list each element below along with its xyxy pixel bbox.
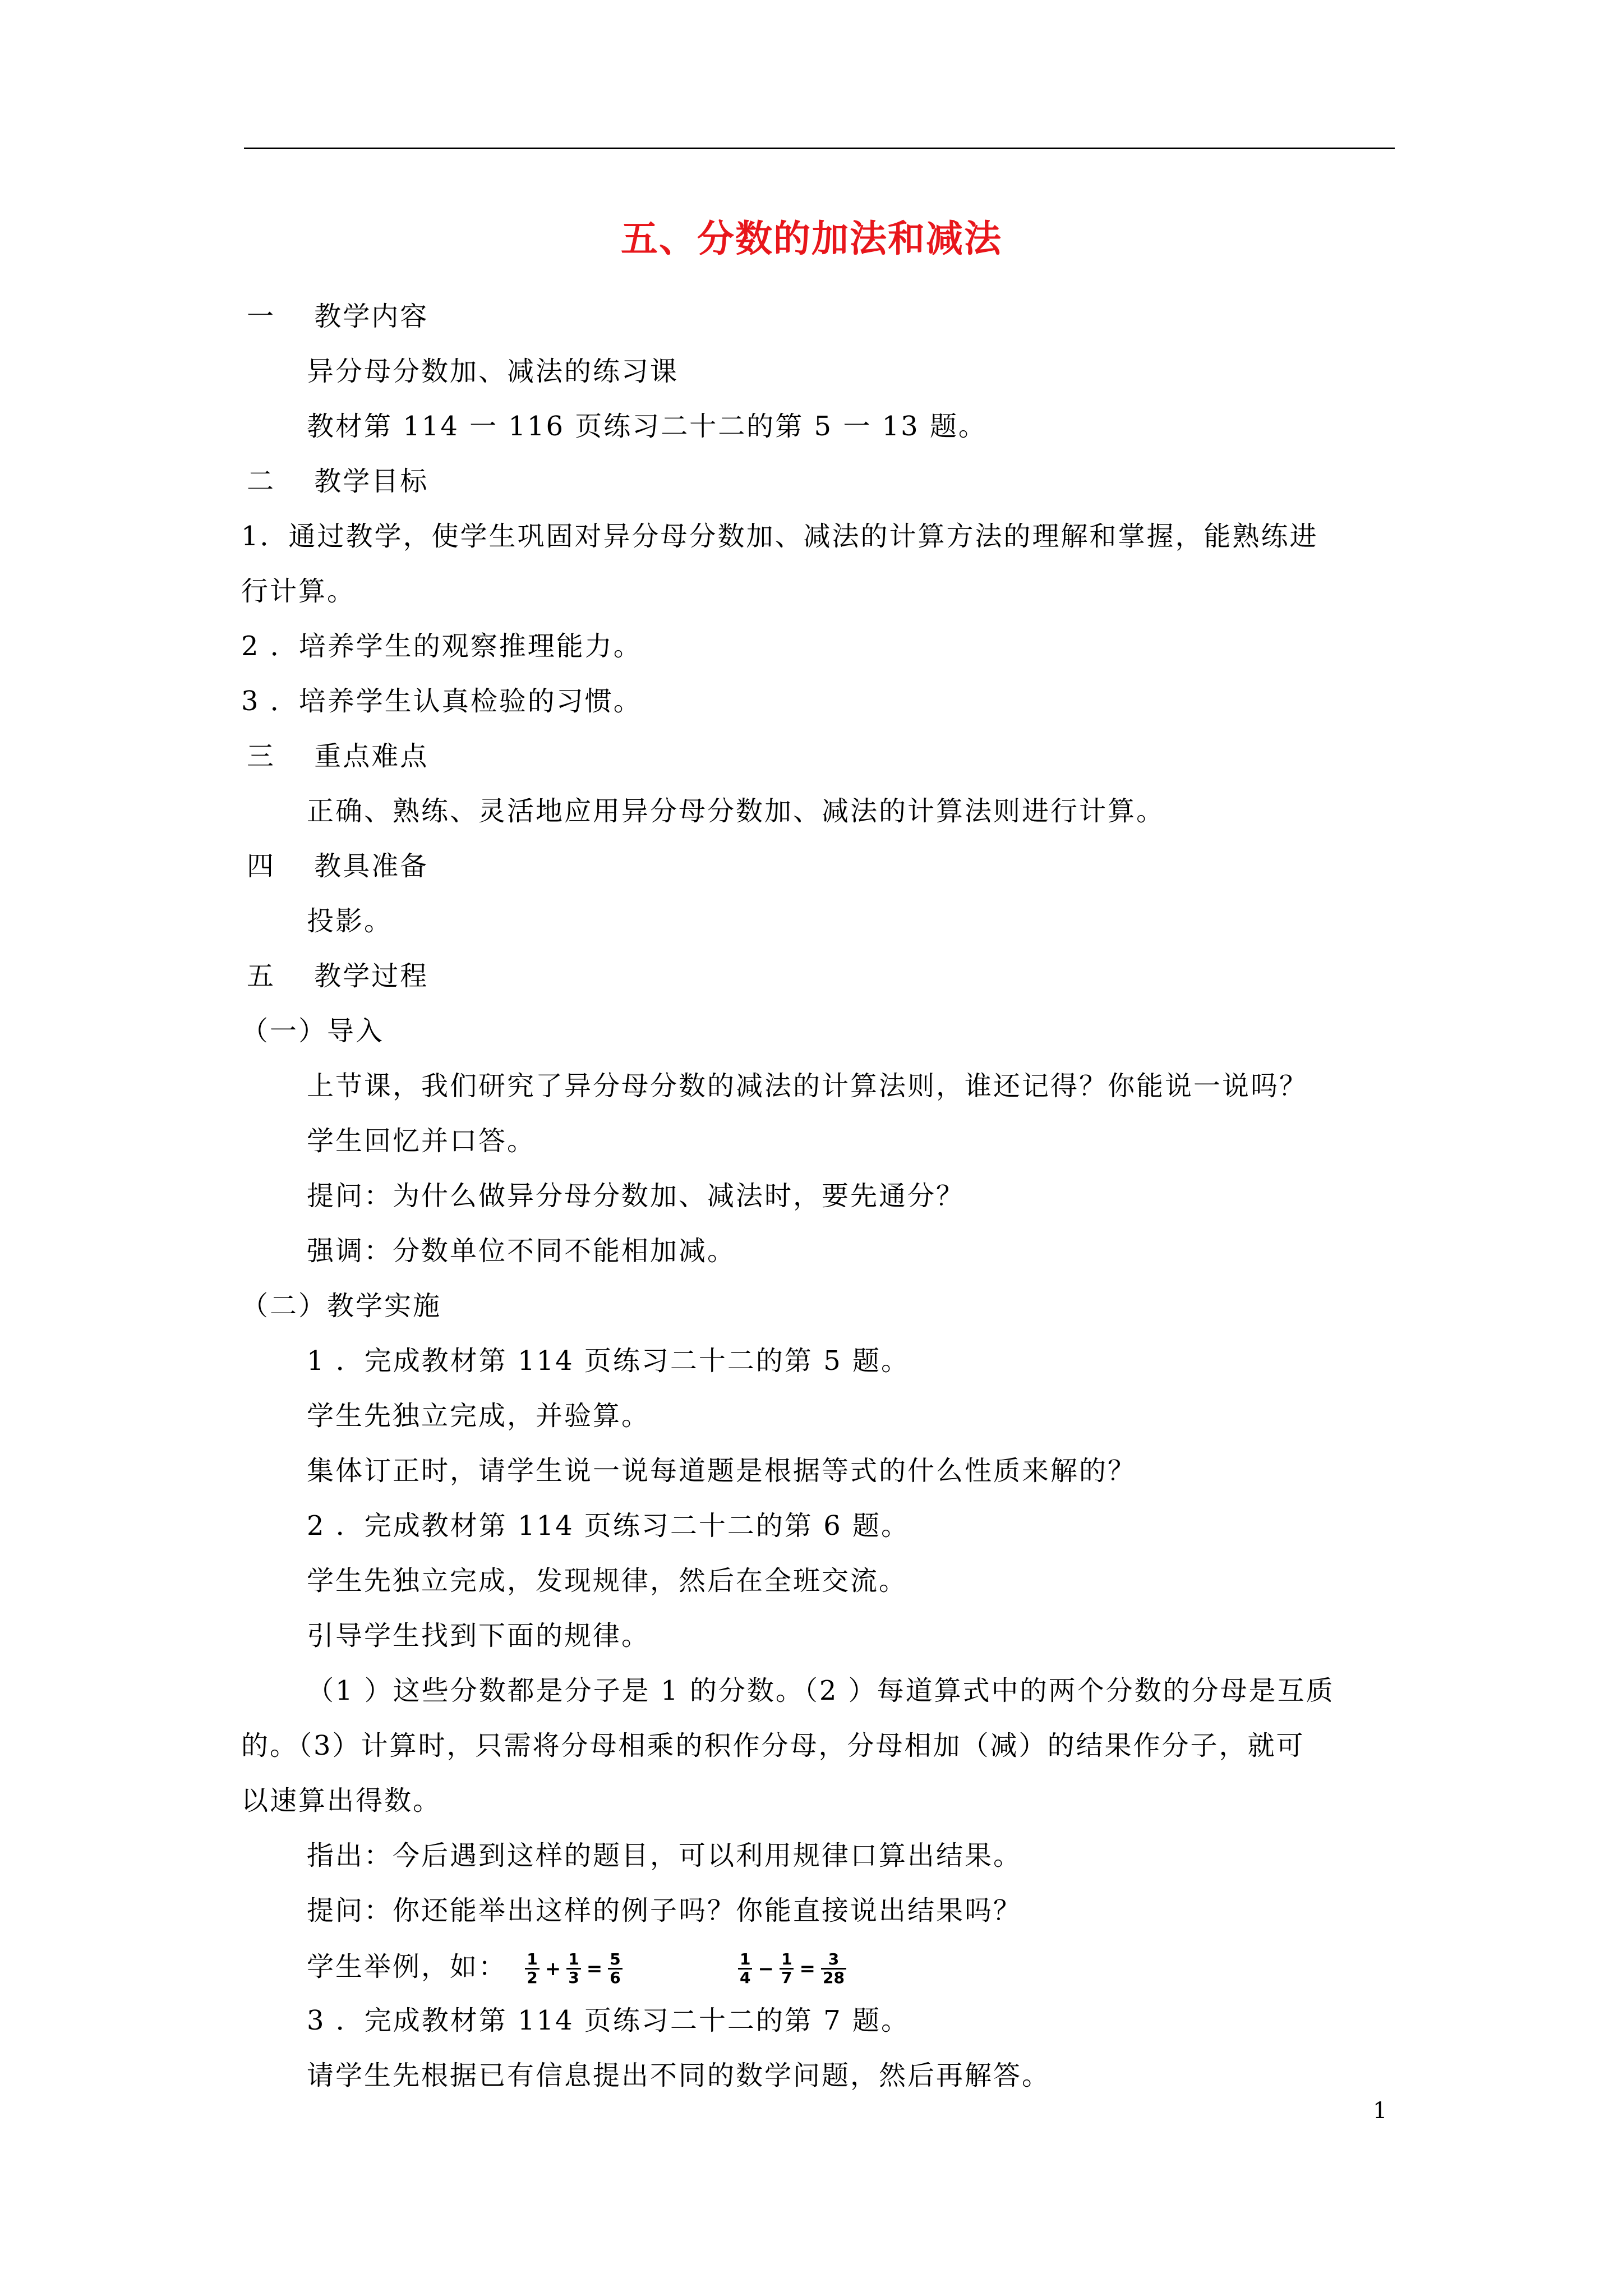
numerator: 1 (738, 1951, 752, 1970)
fraction (525, 1951, 539, 1986)
text-line: 异分母分数加、减法的练习课 (307, 356, 679, 387)
header-rule (244, 148, 1395, 149)
section-heading: 二 教学目标 (247, 466, 429, 497)
text-line: 以速算出得数。 (241, 1785, 442, 1816)
numerator: 3 (821, 1951, 846, 1970)
text-line: 正确、熟练、灵活地应用异分母分数加、减法的计算法则进行计算。 (307, 795, 1165, 827)
section-heading: 三 重点难点 (247, 740, 429, 772)
example-intro: 学生举例，如： (307, 1951, 508, 1982)
fraction (608, 1951, 622, 1986)
numerator: 1 (780, 1951, 794, 1970)
fraction (566, 1951, 580, 1986)
section-heading: 四 教具准备 (247, 850, 429, 882)
denominator: 6 (610, 1968, 621, 1987)
example-2 (736, 1950, 849, 1987)
equals-sign: = (586, 1957, 603, 1980)
numerator: 5 (608, 1951, 622, 1970)
text-line: 学生先独立完成，发现规律，然后在全班交流。 (307, 1565, 908, 1596)
text-line: 3 ．培养学生认真检验的习惯。 (241, 685, 642, 717)
text-line: 1．通过教学，使学生巩固对异分母分数加、减法的计算方法的理解和掌握，能熟练进 (241, 521, 1318, 552)
text-line: 教材第 114 一 116 页练习二十二的第 5 一 13 题。 (307, 411, 987, 442)
text-line: 引导学生找到下面的规律。 (307, 1620, 651, 1651)
example-1 (523, 1950, 635, 1987)
denominator: 7 (781, 1968, 792, 1987)
plus-sign: + (545, 1957, 561, 1980)
subsection-heading: （二）教学实施 (241, 1290, 442, 1322)
text-line: 投影。 (307, 905, 393, 937)
example-line (307, 1944, 849, 1991)
fraction (821, 1951, 846, 1986)
denominator: 4 (740, 1968, 751, 1987)
minus-sign: − (758, 1957, 774, 1980)
page-number: 1 (1373, 2098, 1387, 2124)
text-line: 学生回忆并口答。 (307, 1125, 536, 1157)
numerator: 1 (566, 1951, 580, 1970)
text-line: 请学生先根据已有信息提出不同的数学问题，然后再解答。 (307, 2060, 1051, 2091)
text-line: 行计算。 (241, 576, 356, 607)
document-title: 五、分数的加法和减法 (621, 217, 1002, 260)
denominator: 2 (527, 1968, 538, 1987)
text-line: 2 ．完成教材第 114 页练习二十二的第 6 题。 (307, 1510, 910, 1542)
denominator: 28 (822, 1968, 845, 1987)
section-heading: 一 教学内容 (247, 301, 429, 332)
text-line: 集体订正时，请学生说一说每道题是根据等式的什么性质来解的？ (307, 1455, 1137, 1487)
text-line: 2 ．培养学生的观察推理能力。 (241, 631, 642, 662)
text-line: 指出：今后遇到这样的题目，可以利用规律口算出结果。 (307, 1840, 1022, 1871)
fraction (738, 1951, 752, 1986)
text-line: 1 ．完成教材第 114 页练习二十二的第 5 题。 (307, 1345, 910, 1377)
text-line: 提问：你还能举出这样的例子吗？你能直接说出结果吗？ (307, 1895, 1022, 1926)
equals-sign: = (799, 1957, 815, 1980)
denominator: 3 (568, 1968, 579, 1987)
numerator: 1 (525, 1951, 539, 1970)
text-line: 强调：分数单位不同不能相加减。 (307, 1235, 736, 1267)
text-line: 上节课，我们研究了异分母分数的减法的计算法则，谁还记得？你能说一说吗？ (307, 1070, 1308, 1102)
fraction (780, 1951, 794, 1986)
subsection-heading: （一）导入 (241, 1015, 385, 1047)
text-line: 学生先独立完成，并验算。 (307, 1400, 651, 1432)
text-line: 3 ．完成教材第 114 页练习二十二的第 7 题。 (307, 2005, 910, 2036)
text-line: 的。（3）计算时，只需将分母相乘的积作分母，分母相加（减）的结果作分子，就可 (241, 1730, 1305, 1761)
text-line: 提问：为什么做异分母分数加、减法时，要先通分？ (307, 1180, 965, 1212)
section-heading: 五 教学过程 (247, 960, 429, 992)
text-line: （1 ）这些分数都是分子是 1 的分数。（2 ）每道算式中的两个分数的分母是互质 (307, 1675, 1335, 1706)
